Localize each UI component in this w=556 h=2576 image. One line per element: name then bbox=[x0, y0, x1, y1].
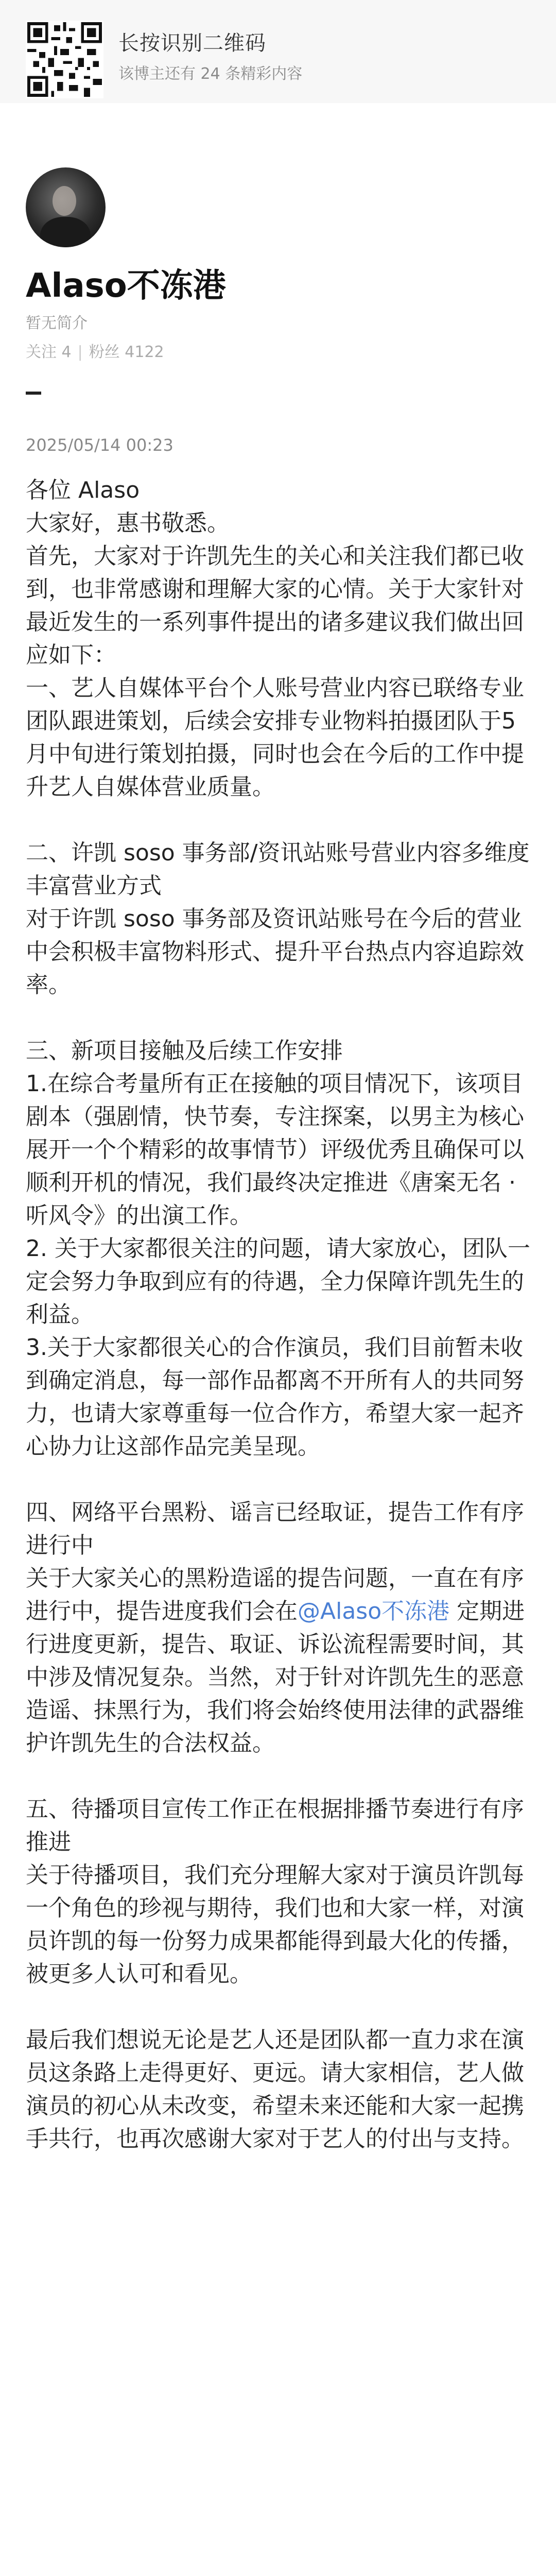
profile-stats bbox=[26, 339, 164, 362]
post-paragraph: 3.关于大家都很关心的合作演员，我们目前暂未收到确定消息，每一部作品都离不开所有人的共同努力，也请大家尊重每一位合作方，希望大家一起齐心协力让这部作品完美呈现。 bbox=[26, 1334, 524, 1460]
paragraph-gap bbox=[26, 1463, 530, 1496]
post-paragraph: 大家好，惠书敬悉。 bbox=[26, 510, 230, 536]
post-paragraph: 一、艺人自媒体平台个人账号营业内容已联络专业团队跟进策划，后续会安排专业物料拍摄团队于5月中旬进行策划拍摄，同时也会在今后的工作中提升艺人自媒体营业质量。 bbox=[26, 675, 524, 800]
avatar[interactable] bbox=[26, 167, 106, 247]
paragraph-gap bbox=[26, 1760, 530, 1793]
post-paragraph: 三、新项目接触及后续工作安排 bbox=[26, 1038, 343, 1064]
section-divider bbox=[26, 392, 41, 395]
post-paragraph: 四、网络平台黑粉、谣言已经取证，提告工作有序进行中 bbox=[26, 1499, 524, 1558]
profile-name[interactable]: Alaso不冻港 bbox=[26, 267, 226, 305]
post-paragraph: 最后我们想说无论是艺人还是团队都一直力求在演员这条路上走得更好、更远。请大家相信，艺人做演员的初心从未改变，希望未来还能和大家一起携手共行，也再次感谢大家对于艺人的付出与支持。 bbox=[26, 2027, 524, 2152]
post-paragraph: 关于待播项目，我们充分理解大家对于演员许凯每一个角色的珍视与期待，我们也和大家一样，对演员许凯的每一份努力成果都能得到最大化的传播，被更多人认可和看见。 bbox=[26, 1862, 524, 1987]
banner-title: 长按识别二维码 bbox=[118, 31, 266, 55]
post-date: 2025/05/14 00:23 bbox=[26, 435, 173, 455]
banner-subtitle: 该博主还有 24 条精彩内容 bbox=[118, 65, 303, 83]
profile-bio: 暂无简介 bbox=[26, 314, 88, 332]
user-mention-link[interactable]: @Alaso不冻港 bbox=[298, 1598, 450, 1624]
qr-banner bbox=[0, 0, 556, 103]
post-paragraph: 各位 Alaso bbox=[26, 477, 140, 503]
fans-count[interactable]: 粉丝 4122 bbox=[89, 343, 164, 361]
qr-code-small[interactable] bbox=[26, 21, 103, 98]
post-paragraph: 关于大家关心的黑粉造谣的提告问题，一直在有序进行中，提告进度我们会在@Alaso不冻港 定期进行进度更新，提告、取证、诉讼流程需要时间，其中涉及情况复杂。当然，对于针对许凯先生的恶意造谣、抹黑行为，我们将会始终使用法律的武器维护许凯先生的合法权益。 bbox=[26, 1565, 525, 1756]
follow-count[interactable]: 关注 4 bbox=[26, 343, 72, 361]
post-paragraph: 1.在综合考量所有正在接触的项目情况下，该项目剧本（强剧情，快节奏，专注探案，以男主为核心展开一个个精彩的故事情节）评级优秀且确保可以顺利开机的情况，我们最终决定推进《唐案无名 · 听风令》的出演工作。 bbox=[26, 1071, 524, 1229]
paragraph-gap bbox=[26, 1991, 530, 2024]
post-paragraph: 对于许凯 soso 事务部及资讯站账号在今后的营业中会积极丰富物料形式、提升平台热点内容追踪效率。 bbox=[26, 906, 524, 998]
post-paragraph: 二、许凯 soso 事务部/资讯站账号营业内容多维度丰富营业方式 bbox=[26, 840, 530, 899]
post-paragraph: 五、待播项目宣传工作正在根据排播节奏进行有序推进 bbox=[26, 1796, 524, 1855]
paragraph-gap bbox=[26, 804, 530, 837]
stats-divider: | bbox=[77, 343, 83, 361]
paragraph-gap bbox=[26, 1002, 530, 1035]
post-body bbox=[26, 474, 530, 2156]
post-paragraph: 首先，大家对于许凯先生的关心和关注我们都已收到，也非常感谢和理解大家的心情。关于大家针对最近发生的一系列事件提出的诸多建议我们做出回应如下： bbox=[26, 543, 524, 668]
post-paragraph: 2. 关于大家都很关注的问题，请大家放心，团队一定会努力争取到应有的待遇，全力保障许凯先生的利益。 bbox=[26, 1235, 530, 1328]
